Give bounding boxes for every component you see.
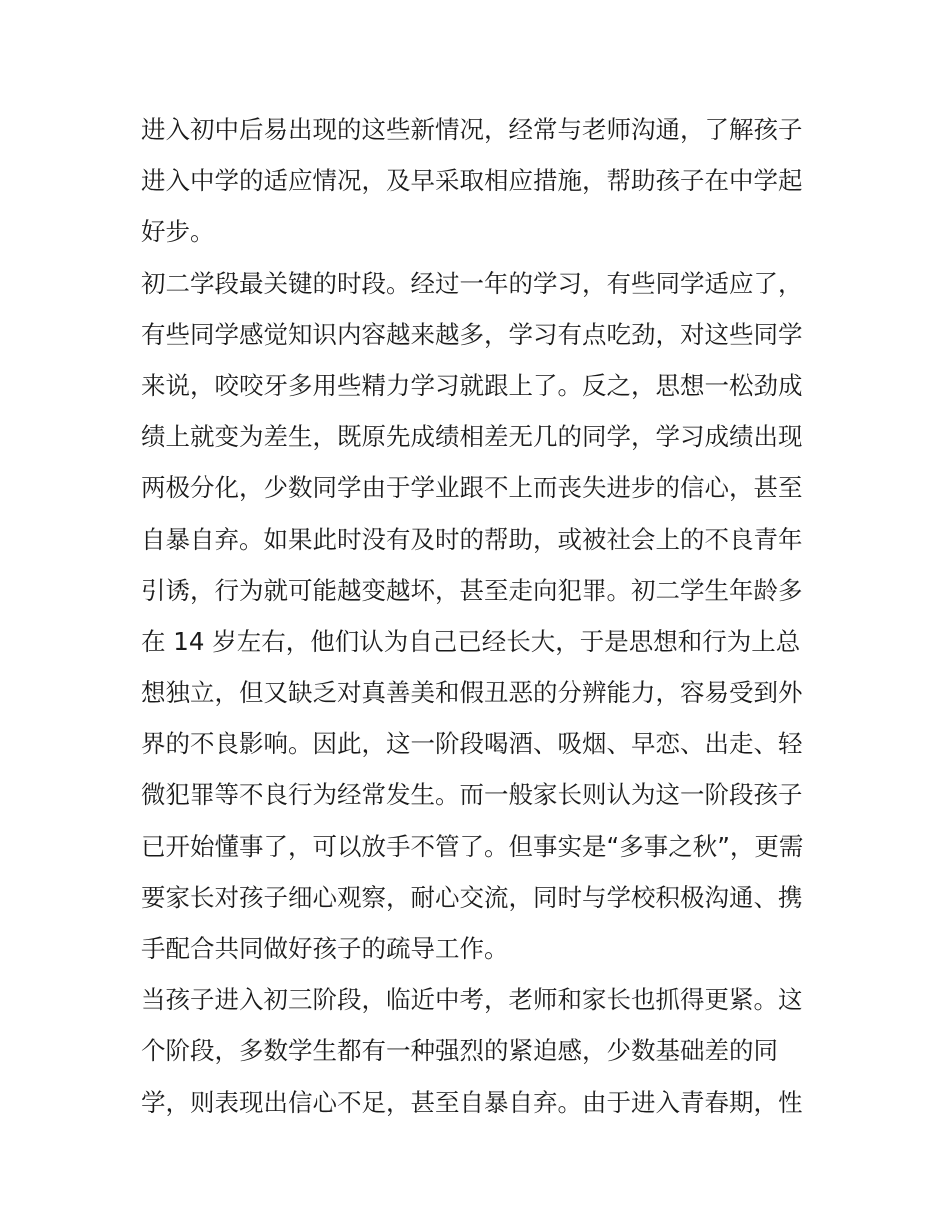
- text-line: 想独立，但又缺乏对真善美和假丑恶的分辨能力，容易受到外: [141, 678, 803, 708]
- text-line: 微犯罪等不良行为经常发生。而一般家长则认为这一阶段孩子: [141, 780, 803, 810]
- text-line: 学，则表现出信心不足，甚至自暴自弃。由于进入青春期，性: [141, 1087, 803, 1117]
- text-line: 进入中学的适应情况，及早采取相应措施，帮助孩子在中学起: [141, 166, 803, 196]
- text-line: 绩上就变为差生，既原先成绩相差无几的同学，学习成绩出现: [141, 422, 803, 452]
- text-line: 来说，咬咬牙多用些精力学习就跟上了。反之，思想一松劲成: [141, 370, 803, 400]
- text-line: 界的不良影响。因此，这一阶段喝酒、吸烟、早恋、出走、轻: [141, 729, 803, 759]
- text-line: 有些同学感觉知识内容越来越多，学习有点吃劲，对这些同学: [141, 319, 803, 349]
- text-line: 手配合共同做好孩子的疏导工作。: [141, 934, 509, 963]
- text-line: 已开始懂事了，可以放手不管了。但事实是“多事之秋”，更需: [141, 831, 804, 861]
- text-line: 自暴自弃。如果此时没有及时的帮助，或被社会上的不良青年: [141, 524, 803, 554]
- text-line: 个阶段，多数学生都有一种强烈的紧迫感，少数基础差的同: [141, 1036, 778, 1066]
- text-line: 初二学段最关键的时段。经过一年的学习，有些同学适应了，: [141, 268, 803, 298]
- text-line: 两极分化，少数同学由于学业跟不上而丧失进步的信心，甚至: [141, 473, 803, 503]
- text-line: 当孩子进入初三阶段，临近中考，老师和家长也抓得更紧。这: [141, 985, 803, 1015]
- text-line: 好步。: [141, 217, 215, 247]
- text-line: 在 14 岁左右，他们认为自己已经长大，于是思想和行为上总: [141, 626, 801, 656]
- body-text: [141, 104, 817, 1128]
- text-line: 要家长对孩子细心观察，耐心交流，同时与学校积极沟通、携: [141, 882, 803, 912]
- text-line: 引诱，行为就可能越变越坏，甚至走向犯罪。初二学生年龄多: [141, 575, 803, 605]
- text-line: 进入初中后易出现的这些新情况，经常与老师沟通，了解孩子: [141, 115, 803, 144]
